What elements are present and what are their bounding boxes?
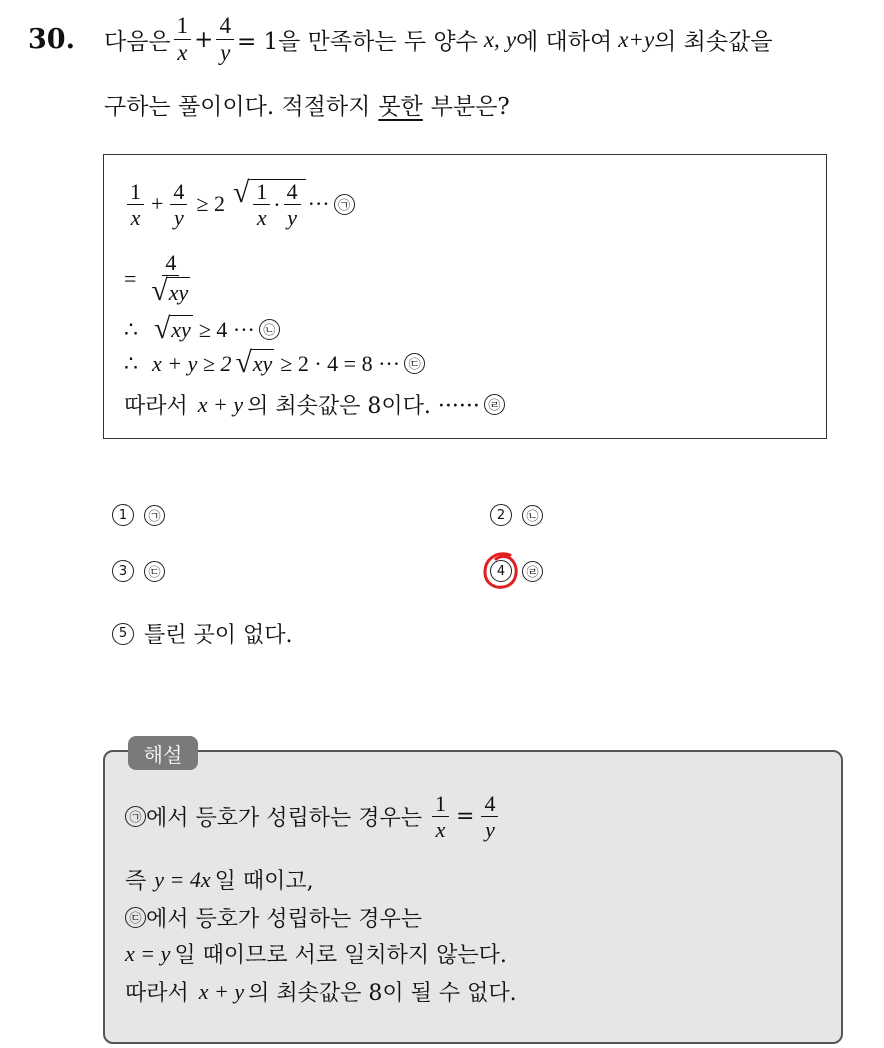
choice-2[interactable]: 2 ㉡: [490, 504, 543, 526]
derivation-line-5: 따라서 x + y 의 최솟값은 8이다. ······ ㉣: [124, 389, 505, 420]
fraction-4-over-y: $\frac{4}{y}$: [216, 14, 234, 65]
solution-box: [103, 750, 843, 1044]
mark-giyeok: ㉠: [334, 194, 355, 215]
derivation-line-4: ∴ x + y ≥ 2 √ xy ≥ 2 · 4 = 8 ··· ㉢: [124, 349, 425, 379]
derivation-line-2: = 4 √ xy: [124, 250, 189, 308]
question-number: 30.: [28, 24, 75, 55]
solution-line-3: ㉢ 에서 등호가 성립하는 경우는: [125, 902, 422, 933]
question-line2-a: 구하는 풀이이다. 적절하지: [104, 94, 371, 120]
derivation-box: [103, 154, 827, 439]
solution-line-2: 즉 y = 4x 일 때이고,: [125, 866, 314, 894]
underlined-word: 못한: [378, 94, 423, 120]
question-mid: 에 대하여: [516, 29, 613, 56]
question-line2-b: 부분은?: [430, 94, 510, 120]
mark-digeut: ㉢: [404, 353, 425, 374]
solution-line-1: ㉠ 에서 등호가 성립하는 경우는 $\frac{1}{x}$ = $\frac{4}{y}$: [125, 792, 501, 841]
choice-4[interactable]: 4 ㉣: [490, 560, 543, 582]
question-line-2: [104, 88, 510, 121]
question-line-1: 다음은 $\frac{1}{x}$ + $\frac{4}{y}$ = 1을 만족하는 두 양수 x, y 에 대하여 x+y 의 최솟값을: [104, 13, 773, 66]
solution-line-5: 따라서 x + y 의 최솟값은 8이 될 수 없다.: [125, 978, 517, 1006]
answer-circle-marker: [480, 550, 522, 592]
question-prefix: 다음은: [104, 29, 171, 56]
solution-tag: 해설: [128, 736, 198, 770]
var-x: x,: [483, 26, 500, 52]
mark-nieun: ㉡: [259, 319, 280, 340]
choice-3[interactable]: 3 ㉢: [112, 560, 165, 582]
solution-line-4: x = y 일 때이므로 서로 일치하지 않는다.: [125, 940, 507, 968]
derivation-line-3: ∴ √ xy ≥ 4 ··· ㉡: [124, 315, 280, 345]
var-y: y: [505, 26, 517, 52]
sqrt-product: √ $\frac{1}{x}$ · $\frac{4}{y}$: [233, 179, 306, 229]
fraction-1-over-x: $\frac{1}{x}$: [174, 14, 192, 65]
choice-1[interactable]: 1 ㉠: [112, 504, 165, 526]
derivation-line-1: $\frac{1}{x}$ + $\frac{4}{y}$ ≥ 2 √ $\frac{1}{x}$ · $\frac{4}{y}$ ··· ㉠: [124, 179, 355, 229]
sum-x-plus-y: x+y: [618, 26, 655, 52]
question-end: 의 최솟값을: [654, 29, 773, 56]
choice-5[interactable]: 5 틀린 곳이 없다.: [112, 618, 293, 649]
question-equation-text: = 1을 만족하는 두 양수: [236, 29, 478, 56]
mark-rieul: ㉣: [484, 394, 505, 415]
